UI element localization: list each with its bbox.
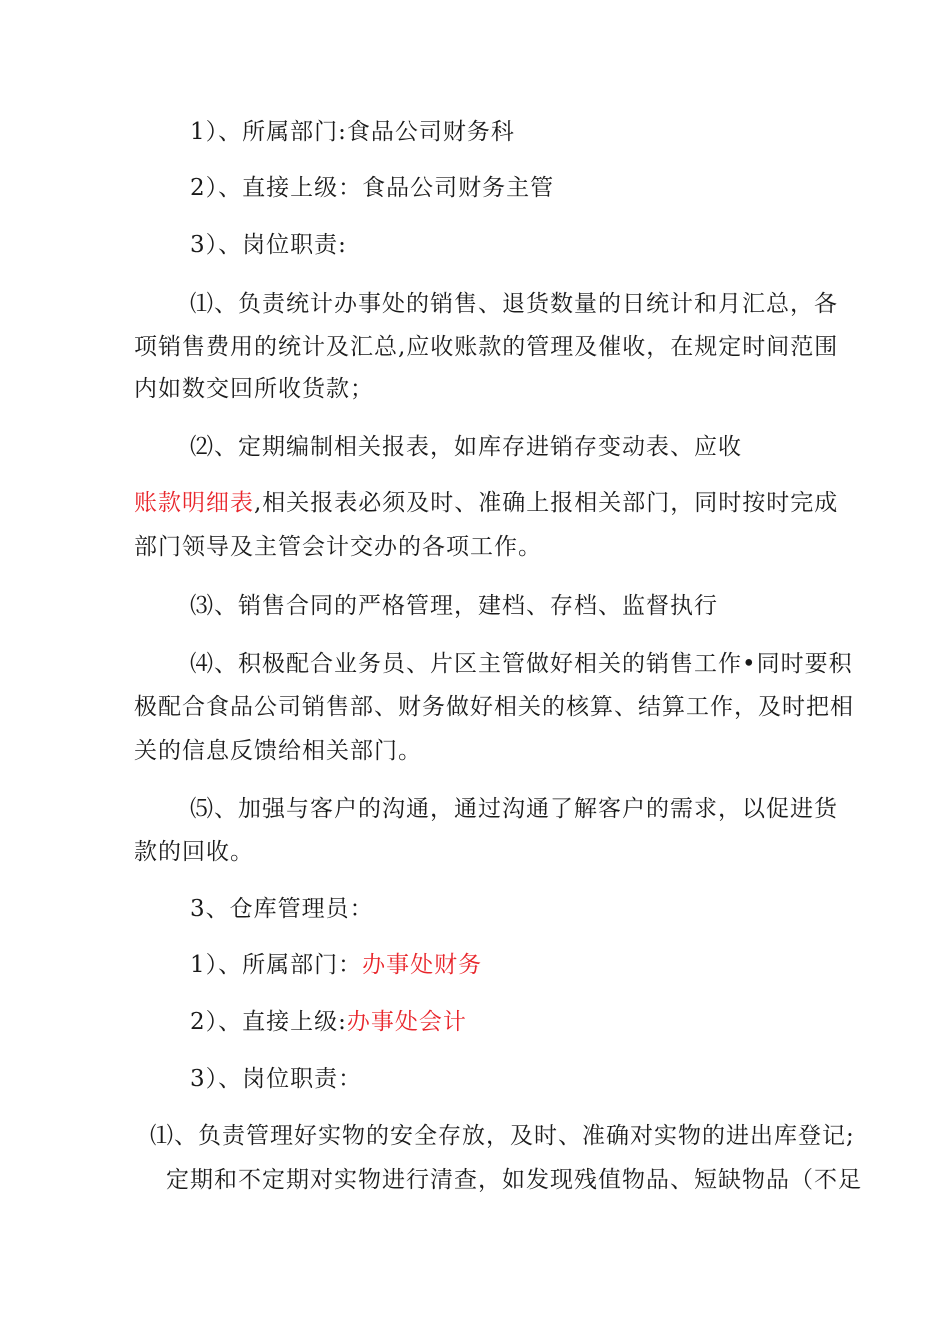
b-superior-value: 办事处会计: [346, 1009, 467, 1035]
b-dept-value: 办事处财务: [362, 952, 483, 978]
a-dept-line: [190, 116, 515, 148]
b-duty1-line1: ⑴、负责管理好实物的安全存放，及时、准确对实物的进出库登记;: [150, 1123, 855, 1149]
a-duty2-highlight: 账款明细表: [134, 490, 254, 516]
a-superior-value: 食品公司财务主管: [362, 175, 555, 201]
a-duty2-line2-rest: ,相关报表必须及时、准确上报相关部门，同时按时完成: [254, 490, 839, 516]
a-duty3: ⑶、销售合同的严格管理，建档、存档、监督执行: [190, 593, 718, 619]
a-duty2-line3: 部门领导及主管会计交办的各项工作。: [134, 534, 542, 560]
a-duty5-line2: 款的回收。: [134, 839, 254, 865]
a-superior-line: [190, 172, 554, 204]
b-superior-line: [190, 1006, 467, 1038]
a-duty1-line2: 项销售费用的统计及汇总,应收账款的管理及催收，在规定时间范围: [134, 334, 839, 360]
b-dept-label: 1）、所属部门：: [190, 952, 363, 978]
b-superior-label: 2）、直接上级:: [190, 1009, 347, 1035]
b-duties-label: 3）、岗位职责：: [190, 1066, 363, 1092]
a-duty1-line1: ⑴、负责统计办事处的销售、退货数量的日统计和月汇总，各: [190, 291, 838, 317]
a-duty2-line2: [134, 487, 838, 519]
b-dept-line: [190, 949, 482, 981]
a-duty5-line1: ⑸、加强与客户的沟通，通过沟通了解客户的需求，以促进货: [190, 796, 838, 822]
a-dept-value: 食品公司财务科: [346, 119, 515, 145]
b-duty1-line2: 定期和不定期对实物进行清查，如发现残值物品、短缺物品（不足: [166, 1167, 862, 1193]
a-duty4-line1: ⑷、积极配合业务员、片区主管做好相关的销售工作•同时要积: [190, 651, 853, 677]
a-duty2-line1: ⑵、定期编制相关报表，如库存进销存变动表、应收: [190, 434, 742, 460]
b-heading: 3、仓库管理员：: [190, 896, 374, 922]
a-duties-label: 3）、岗位职责:: [190, 232, 347, 258]
a-duty1-line3: 内如数交回所收货款；: [134, 376, 374, 402]
a-duty4-line2: 极配合食品公司销售部、财务做好相关的核算、结算工作，及时把相: [134, 694, 854, 720]
a-dept-label: 1）、所属部门:: [190, 119, 347, 145]
a-duty4-line3: 关的信息反馈给相关部门。: [134, 738, 422, 764]
a-superior-label: 2）、直接上级：: [190, 175, 363, 201]
